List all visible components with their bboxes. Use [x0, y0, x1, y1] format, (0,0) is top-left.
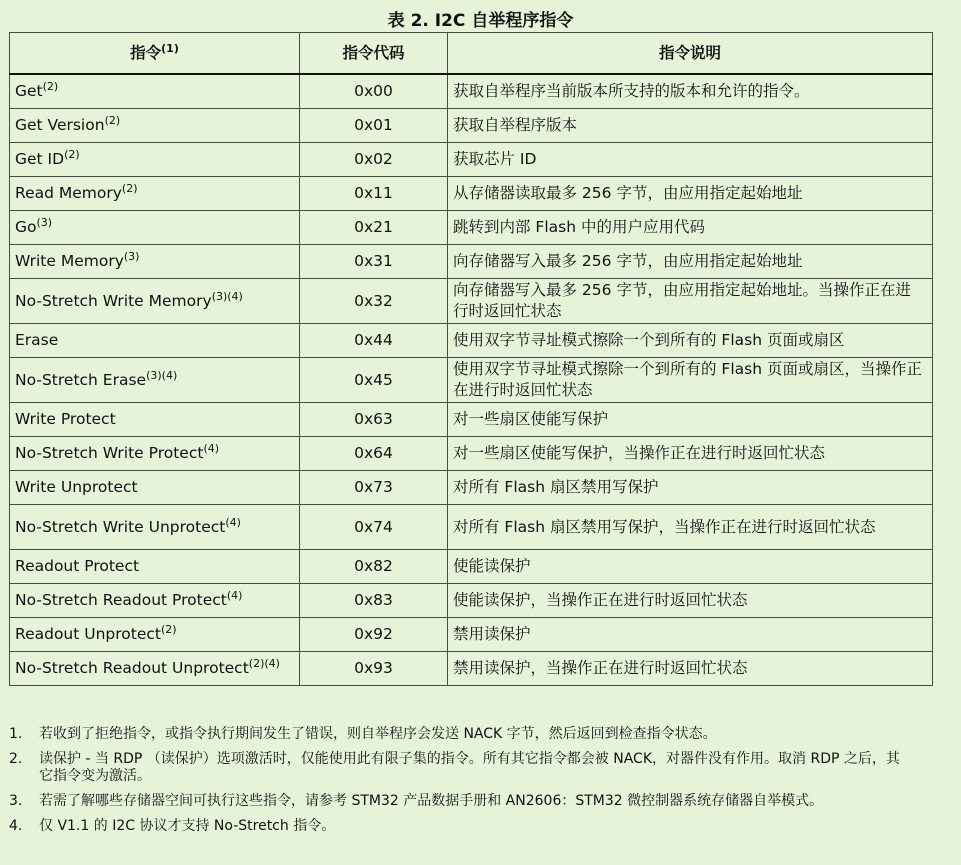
table-row: [10, 505, 933, 550]
footnote-number: 1.: [9, 726, 23, 742]
command-code: 0x83: [300, 584, 448, 618]
footnote: [9, 726, 909, 743]
command-description: 从存储器读取最多 256 字节，由应用指定起始地址: [448, 177, 933, 211]
command-code: 0x00: [300, 74, 448, 109]
footnote-number: 3.: [9, 793, 23, 809]
command-description: 使用双字节寻址模式擦除一个到所有的 Flash 页面或扇区: [448, 324, 933, 358]
command-description: 使能读保护，当操作正在进行时返回忙状态: [448, 584, 933, 618]
command-description: 对所有 Flash 扇区禁用写保护，当操作正在进行时返回忙状态: [448, 505, 933, 550]
command-description: 禁用读保护: [448, 618, 933, 652]
table-row: [10, 403, 933, 437]
table-row: [10, 618, 933, 652]
command-name: No-Stretch Erase$^{(3)(4)}$: [10, 358, 300, 403]
command-description: 对所有 Flash 扇区禁用写保护: [448, 471, 933, 505]
command-description: 获取自举程序当前版本所支持的版本和允许的指令。: [448, 74, 933, 109]
table-row: [10, 211, 933, 245]
footnote-text: 若需了解哪些存储器空间可执行这些指令，请参考 STM32 产品数据手册和 AN2606：STM32 微控制器系统存储器自举模式。: [39, 793, 824, 809]
command-code: 0x92: [300, 618, 448, 652]
footnote-text: 仅 V1.1 的 I2C 协议才支持 No-Stretch 指令。: [39, 818, 336, 834]
command-description: 使能读保护: [448, 550, 933, 584]
command-name: Read Memory$^{(2)}$: [10, 177, 300, 211]
command-name: Write Unprotect: [10, 471, 300, 505]
command-code: 0x02: [300, 143, 448, 177]
table-row: [10, 143, 933, 177]
command-name: Readout Protect: [10, 550, 300, 584]
table-row: [10, 74, 933, 109]
command-code: 0x45: [300, 358, 448, 403]
table-row: [10, 550, 933, 584]
command-code: 0x32: [300, 279, 448, 324]
command-name: No-Stretch Write Unprotect$^{(4)}$: [10, 505, 300, 550]
table-title: 表 2. I2C 自举程序指令: [387, 11, 574, 31]
header-command: 指令$^{(1)}$: [10, 33, 300, 75]
header-code: 指令代码: [300, 33, 448, 75]
table-row: [10, 177, 933, 211]
command-description: 对一些扇区使能写保护: [448, 403, 933, 437]
command-code: 0x82: [300, 550, 448, 584]
command-name: No-Stretch Readout Unprotect$^{(2)(4)}$: [10, 652, 300, 686]
command-name: Get$^{(2)}$: [10, 74, 300, 109]
header-description: 指令说明: [448, 33, 933, 75]
command-description: 向存储器写入最多 256 字节，由应用指定起始地址。当操作正在进行时返回忙状态: [448, 279, 933, 324]
command-description: 对一些扇区使能写保护，当操作正在进行时返回忙状态: [448, 437, 933, 471]
footnote: [9, 751, 909, 785]
header-row: [10, 33, 933, 75]
command-code: 0x44: [300, 324, 448, 358]
command-description: 跳转到内部 Flash 中的用户应用代码: [448, 211, 933, 245]
command-name: Write Protect: [10, 403, 300, 437]
footnote: [9, 818, 909, 835]
command-description: 使用双字节寻址模式擦除一个到所有的 Flash 页面或扇区，当操作正在进行时返回忙状态: [448, 358, 933, 403]
footnote-number: 2.: [9, 751, 23, 767]
command-code: 0x11: [300, 177, 448, 211]
command-name: Get Version$^{(2)}$: [10, 109, 300, 143]
command-code: 0x21: [300, 211, 448, 245]
command-name: Write Memory$^{(3)}$: [10, 245, 300, 279]
command-name: No-Stretch Write Protect$^{(4)}$: [10, 437, 300, 471]
command-code: 0x73: [300, 471, 448, 505]
table-row: [10, 471, 933, 505]
table-row: [10, 279, 933, 324]
footnote: [9, 793, 909, 810]
footnote-text: 若收到了拒绝指令，或指令执行期间发生了错误，则自举程序会发送 NACK 字节，然后返回到检查指令状态。: [39, 726, 717, 742]
command-code: 0x63: [300, 403, 448, 437]
table-row: [10, 109, 933, 143]
table-row: [10, 652, 933, 686]
table-row: [10, 437, 933, 471]
command-description: 向存储器写入最多 256 字节，由应用指定起始地址: [448, 245, 933, 279]
command-description: 获取芯片 ID: [448, 143, 933, 177]
command-name: No-Stretch Write Memory$^{(3)(4)}$: [10, 279, 300, 324]
table-row: [10, 245, 933, 279]
table-row: [10, 584, 933, 618]
command-name: No-Stretch Readout Protect$^{(4)}$: [10, 584, 300, 618]
command-code: 0x93: [300, 652, 448, 686]
command-code: 0x31: [300, 245, 448, 279]
command-name: Go$^{(3)}$: [10, 211, 300, 245]
footnote-number: 4.: [9, 818, 23, 834]
command-name: Get ID$^{(2)}$: [10, 143, 300, 177]
bootloader-command-table: [9, 32, 933, 686]
command-description: 禁用读保护，当操作正在进行时返回忙状态: [448, 652, 933, 686]
command-code: 0x64: [300, 437, 448, 471]
command-description: 获取自举程序版本: [448, 109, 933, 143]
command-code: 0x01: [300, 109, 448, 143]
table-row: [10, 358, 933, 403]
table-row: [10, 324, 933, 358]
footnotes: [9, 726, 909, 843]
command-code: 0x74: [300, 505, 448, 550]
command-name: Erase: [10, 324, 300, 358]
footnote-text: 读保护 - 当 RDP （读保护）选项激活时，仅能使用此有限子集的指令。所有其它指令都会被 NACK，对器件没有作用。取消 RDP 之后，其它指令变为激活。: [39, 751, 900, 784]
command-name: Readout Unprotect$^{(2)}$: [10, 618, 300, 652]
